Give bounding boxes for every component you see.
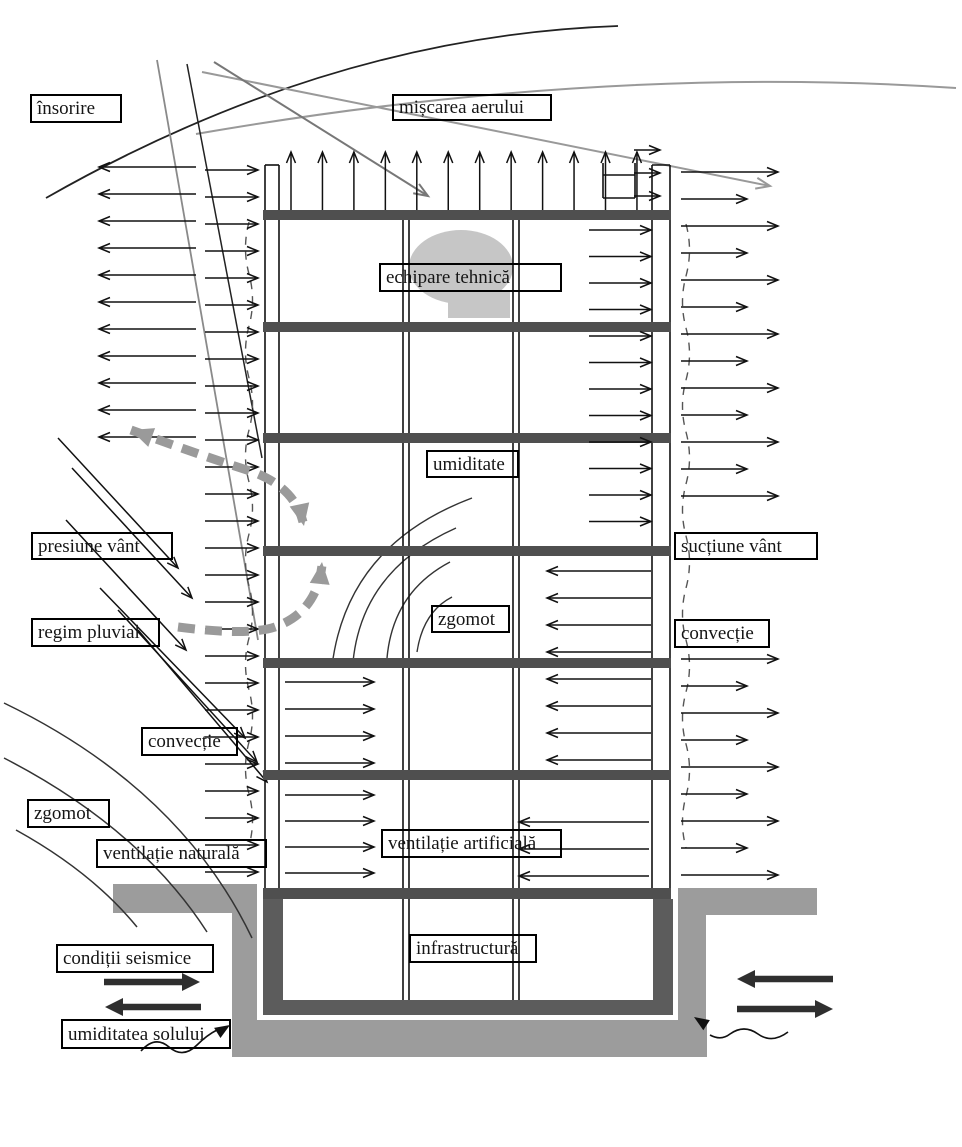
left-inside-convection-arrows [285, 678, 374, 768]
roof-updraft-arrows [287, 152, 642, 210]
label-umiditatea-solului: umiditatea solului [61, 1019, 231, 1049]
label-infrastructura: infrastructură [409, 934, 537, 963]
label-conditii-seismice: condiții seismice [56, 944, 214, 973]
label-miscarea-aerului: mișcarea aerului [392, 94, 552, 121]
label-presiune-vant: presiune vânt [31, 532, 173, 560]
sun-ray-arrows [202, 62, 770, 196]
air-infiltration-arrows [128, 421, 332, 632]
label-suctiune-vant: sucțiune vânt [674, 532, 818, 560]
right-outside-upper-arrows [681, 168, 778, 501]
label-zgomot-centru: zgomot [431, 605, 510, 633]
label-zgomot-stanga: zgomot [27, 799, 110, 828]
right-outside-lower-arrows [681, 655, 778, 880]
label-umiditate: umiditate [426, 450, 519, 478]
label-ventilatie-artificiala: ventilație artificială [381, 829, 562, 858]
right-inside-out-arrows [589, 226, 651, 527]
label-echipare-tehnica: echipare tehnică [379, 263, 562, 292]
ground-floor-left-arrows [285, 791, 374, 878]
label-convectie-stanga: convecție [141, 727, 238, 756]
label-insorire: însorire [30, 94, 122, 123]
label-regim-pluvial: regim pluvial [31, 618, 160, 647]
label-convectie-dreapta: convecție [674, 619, 770, 648]
left-outside-wall-arrows [205, 166, 258, 877]
label-ventilatie-naturala: ventilație naturală [96, 839, 267, 868]
